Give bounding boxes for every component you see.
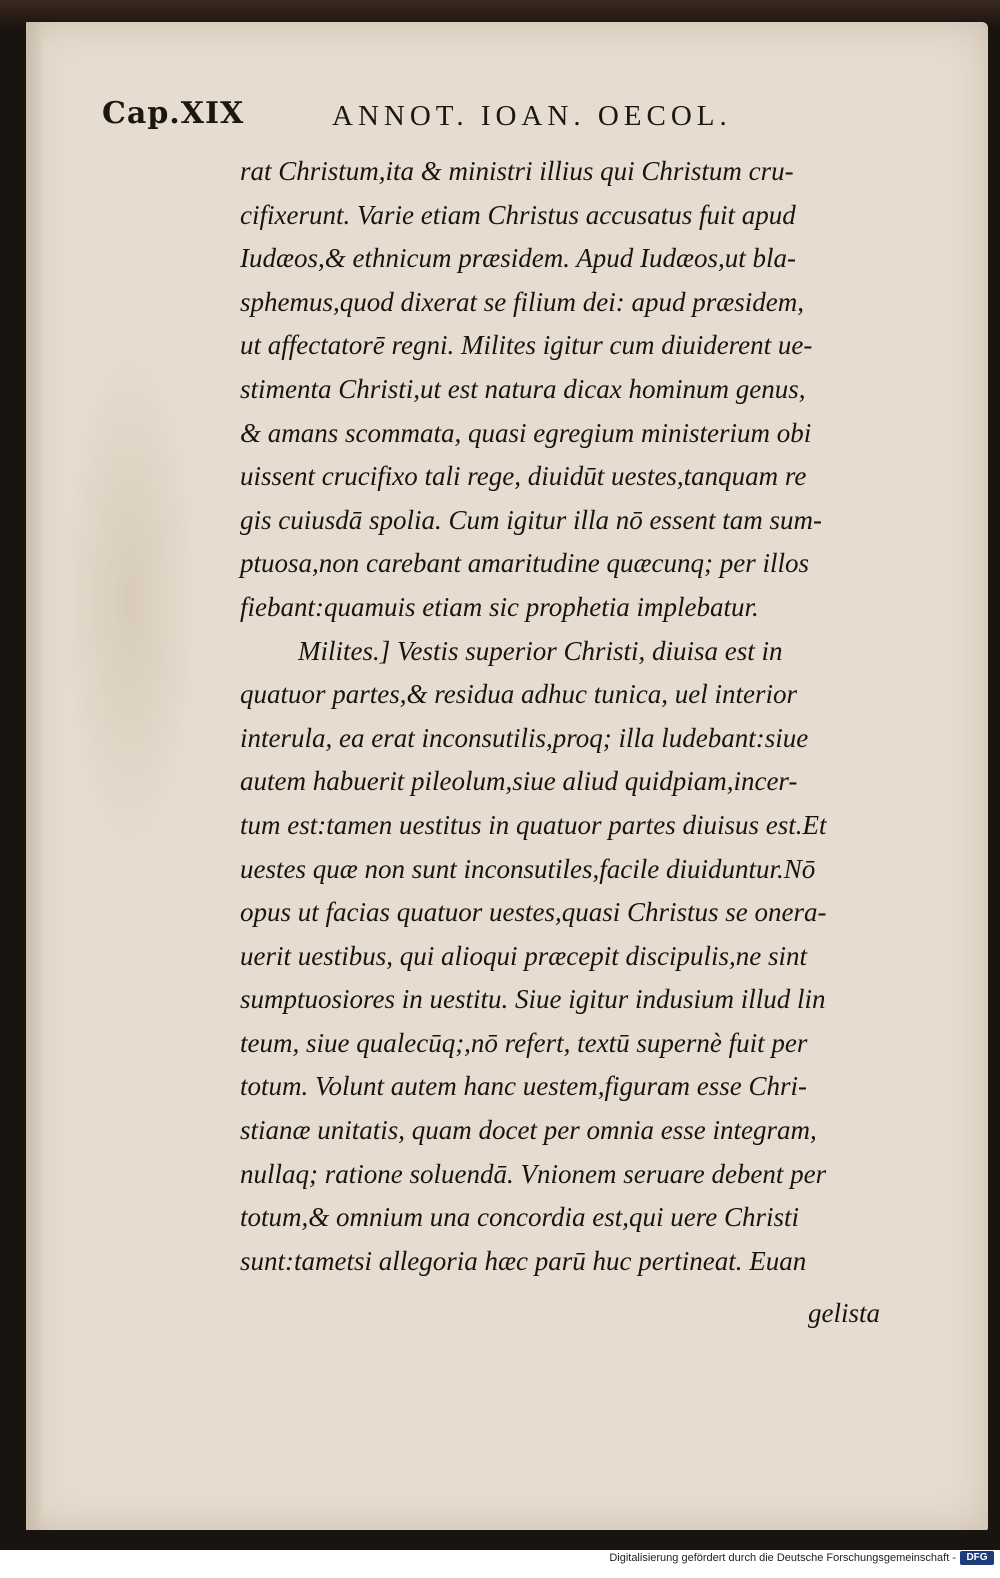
text-line: stimenta Christi,ut est natura dicax hominum genus, [240,373,806,404]
dfg-logo: DFG [960,1551,994,1565]
text-line: interula, ea erat inconsutilis,proq; illa ludebant:siue [240,722,809,753]
text-line: ut affectatorē regni. Milites igitur cum diuiderent ue- [240,330,813,361]
text-line: sunt:tametsi allegoria hæc parū huc pertineat. Euan [240,1245,807,1276]
catchword: gelista [808,1298,880,1328]
running-title: ANNOT. IOAN. OECOL. [332,100,732,132]
paragraph-start-line: Milites.] Vestis superior Christi, diuisa est in [298,635,783,666]
text-line: uerit uestibus, qui alioqui præcepit discipulis,ne sint [240,940,807,971]
scan-background-bottom [0,1530,1000,1550]
text-line: uissent crucifixo tali rege, diuidūt uestes,tanquam re [240,461,807,492]
text-line: totum. Volunt autem hanc uestem,figuram esse Chri- [240,1071,807,1102]
text-line: nullaq; ratione soluendā. Vnionem seruare debent per [240,1158,827,1189]
chapter-label: Cap.XIX [102,96,245,131]
text-line: rat Christum,ita & ministri illius qui Christum cru- [240,156,794,186]
text-line: fiebant:quamuis etiam sic prophetia implebatur. [240,591,759,622]
text-line: Iudæos,& ethnicum præsidem. Apud Iudæos,ut bla- [240,243,796,274]
text-line: tum est:tamen uestitus in quatuor partes diuisus est.Et [240,809,827,840]
text-line: sphemus,quod dixerat se filium dei: apud præsidem, [240,286,804,317]
page-gutter-shadow [26,22,44,1530]
text-line: uestes quæ non sunt inconsutiles,facile diuiduntur.Nō [240,853,816,884]
text-line: gis cuiusdā spolia. Cum igitur illa nō essent tam sum- [240,504,823,535]
text-line: totum,& omnium una concordia est,qui uere Christi [240,1202,799,1233]
running-head [70,92,850,142]
text-line: stianæ unitatis, quam docet per omnia esse integram, [240,1115,817,1146]
text-line: teum, siue qualecūq;,nō refert, textū supernè fuit per [240,1027,808,1058]
text-line: cifixerunt. Varie etiam Christus accusatus fuit apud [240,199,796,230]
text-line: autem habuerit pileolum,siue aliud quidpiam,incer- [240,766,798,797]
text-line: ptuosa,non carebant amaritudine quæcunq; per illos [240,548,809,579]
text-line: opus ut facias quatuor uestes,quasi Christus se onera- [240,897,827,928]
body-text [240,150,940,1283]
text-line: sumptuosiores in uestitu. Siue igitur indusium illud lin [240,984,826,1015]
paper-stain [60,340,200,860]
text-line: & amans scommata, quasi egregium ministerium obi [240,417,812,448]
digitization-credit: Digitalisierung gefördert durch die Deutsche Forschungsgemeinschaft - [609,1552,956,1564]
text-line: quatuor partes,& residua adhuc tunica, uel interior [240,679,797,710]
